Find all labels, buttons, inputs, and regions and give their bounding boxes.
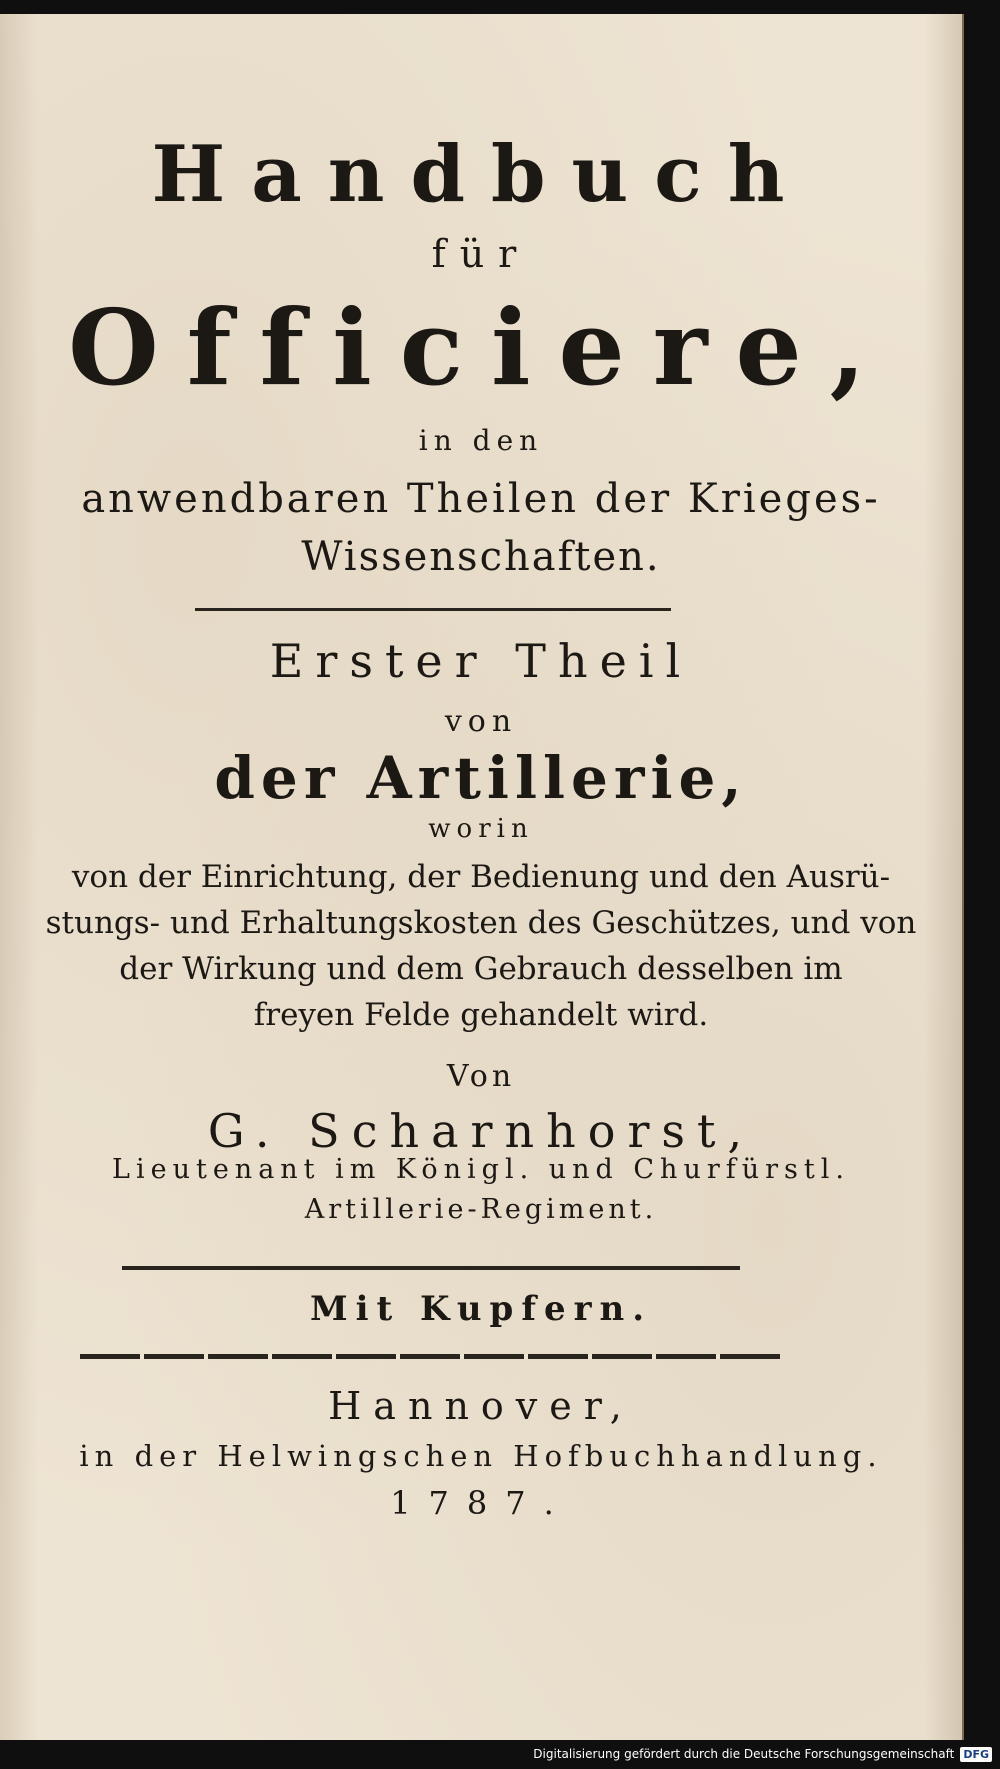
imprint-year: 1787. [390,1484,572,1522]
divider-rule [195,608,671,611]
part-von: von [444,704,518,739]
footer-text: Digitalisierung gefördert durch die Deutsche Forschungsgemeinschaft [533,1747,955,1761]
imprint-publisher: in der Helwingschen Hofbuchhandlung. [79,1439,883,1473]
title-wissenschaften: Wissenschaften. [301,534,661,580]
description-line: der Wirkung und dem Gebrauch desselben im [119,951,843,987]
description-line: stungs- und Erhaltungskosten des Geschützes, und von [45,905,917,941]
dfg-logo-icon: DFG [960,1747,992,1762]
subject-heading: der Artillerie, [214,744,748,812]
book-page [0,14,964,1740]
title-in-den: in den [418,424,544,457]
author-name: G. Scharnhorst, [207,1104,755,1158]
ornamental-rule [80,1354,780,1359]
by-text: Von [446,1059,516,1094]
author-rank: Lieutenant im Königl. und Churfürstl. [112,1154,850,1185]
imprint-city: Hannover, [328,1384,634,1428]
title-officiere: Officiere, [68,286,894,409]
digitization-footer [533,1743,992,1765]
title-handbuch: Handbuch [151,129,811,220]
worin-text: worin [428,814,534,844]
author-regiment: Artillerie-Regiment. [304,1194,658,1225]
divider-rule [122,1266,740,1270]
description-line: freyen Felde gehandelt wird. [253,997,709,1033]
description-text [40,854,922,1038]
title-fuer: für [431,232,531,276]
part-heading: Erster Theil [269,634,693,688]
plates-note: Mit Kupfern. [309,1289,653,1329]
title-theilen: anwendbaren Theilen der Krieges- [81,476,881,522]
description-line: von der Einrichtung, der Bedienung und den Ausrü- [71,859,891,895]
